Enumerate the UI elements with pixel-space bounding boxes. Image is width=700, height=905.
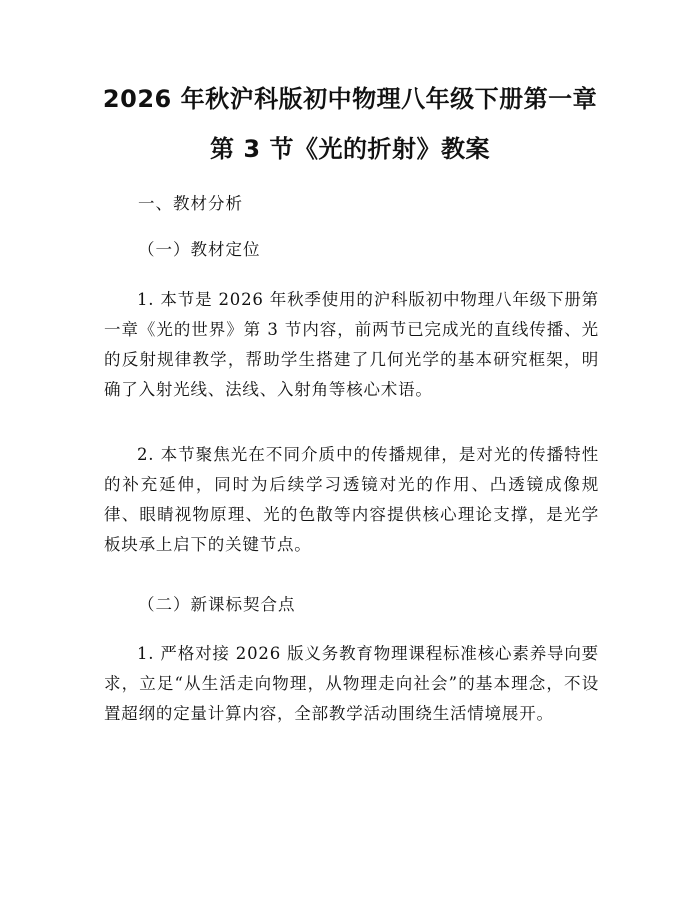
paragraph-curriculum-alignment-1: 1. 严格对接 2026 版义务教育物理课程标准核心素养导向要求，立足“从生活走向物理，从物理走向社会”的基本理念，不设置超纲的定量计算内容，全部教学活动围绕生活情境展开。 bbox=[104, 644, 599, 723]
paragraph-positioning-2: 2. 本节聚焦光在不同介质中的传播规律，是对光的传播特性的补充延伸，同时为后续学习透镜对光的作用、凸透镜成像规律、眼睛视物原理、光的色散等内容提供核心理论支撑，是光学板块承上启下的关键节点。 bbox=[104, 445, 599, 554]
paragraph-positioning-1: 1. 本节是 2026 年秋季使用的沪科版初中物理八年级下册第一章《光的世界》第 3 节内容，前两节已完成光的直线传播、光的反射规律教学，帮助学生搭建了几何光学的基本研究框架，明确了入射光线、法线、入射角等核心术语。 bbox=[104, 290, 599, 399]
document-title-line-1: 2026 年秋沪科版初中物理八年级下册第一章 bbox=[102, 85, 598, 113]
subsection-heading-curriculum-alignment: （二）新课标契合点 bbox=[138, 595, 296, 614]
document-title-line-2: 第 3 节《光的折射》教案 bbox=[210, 135, 490, 163]
subsection-heading-material-positioning: （一）教材定位 bbox=[138, 240, 261, 259]
section-heading-teaching-material-analysis: 一、教材分析 bbox=[138, 194, 243, 213]
